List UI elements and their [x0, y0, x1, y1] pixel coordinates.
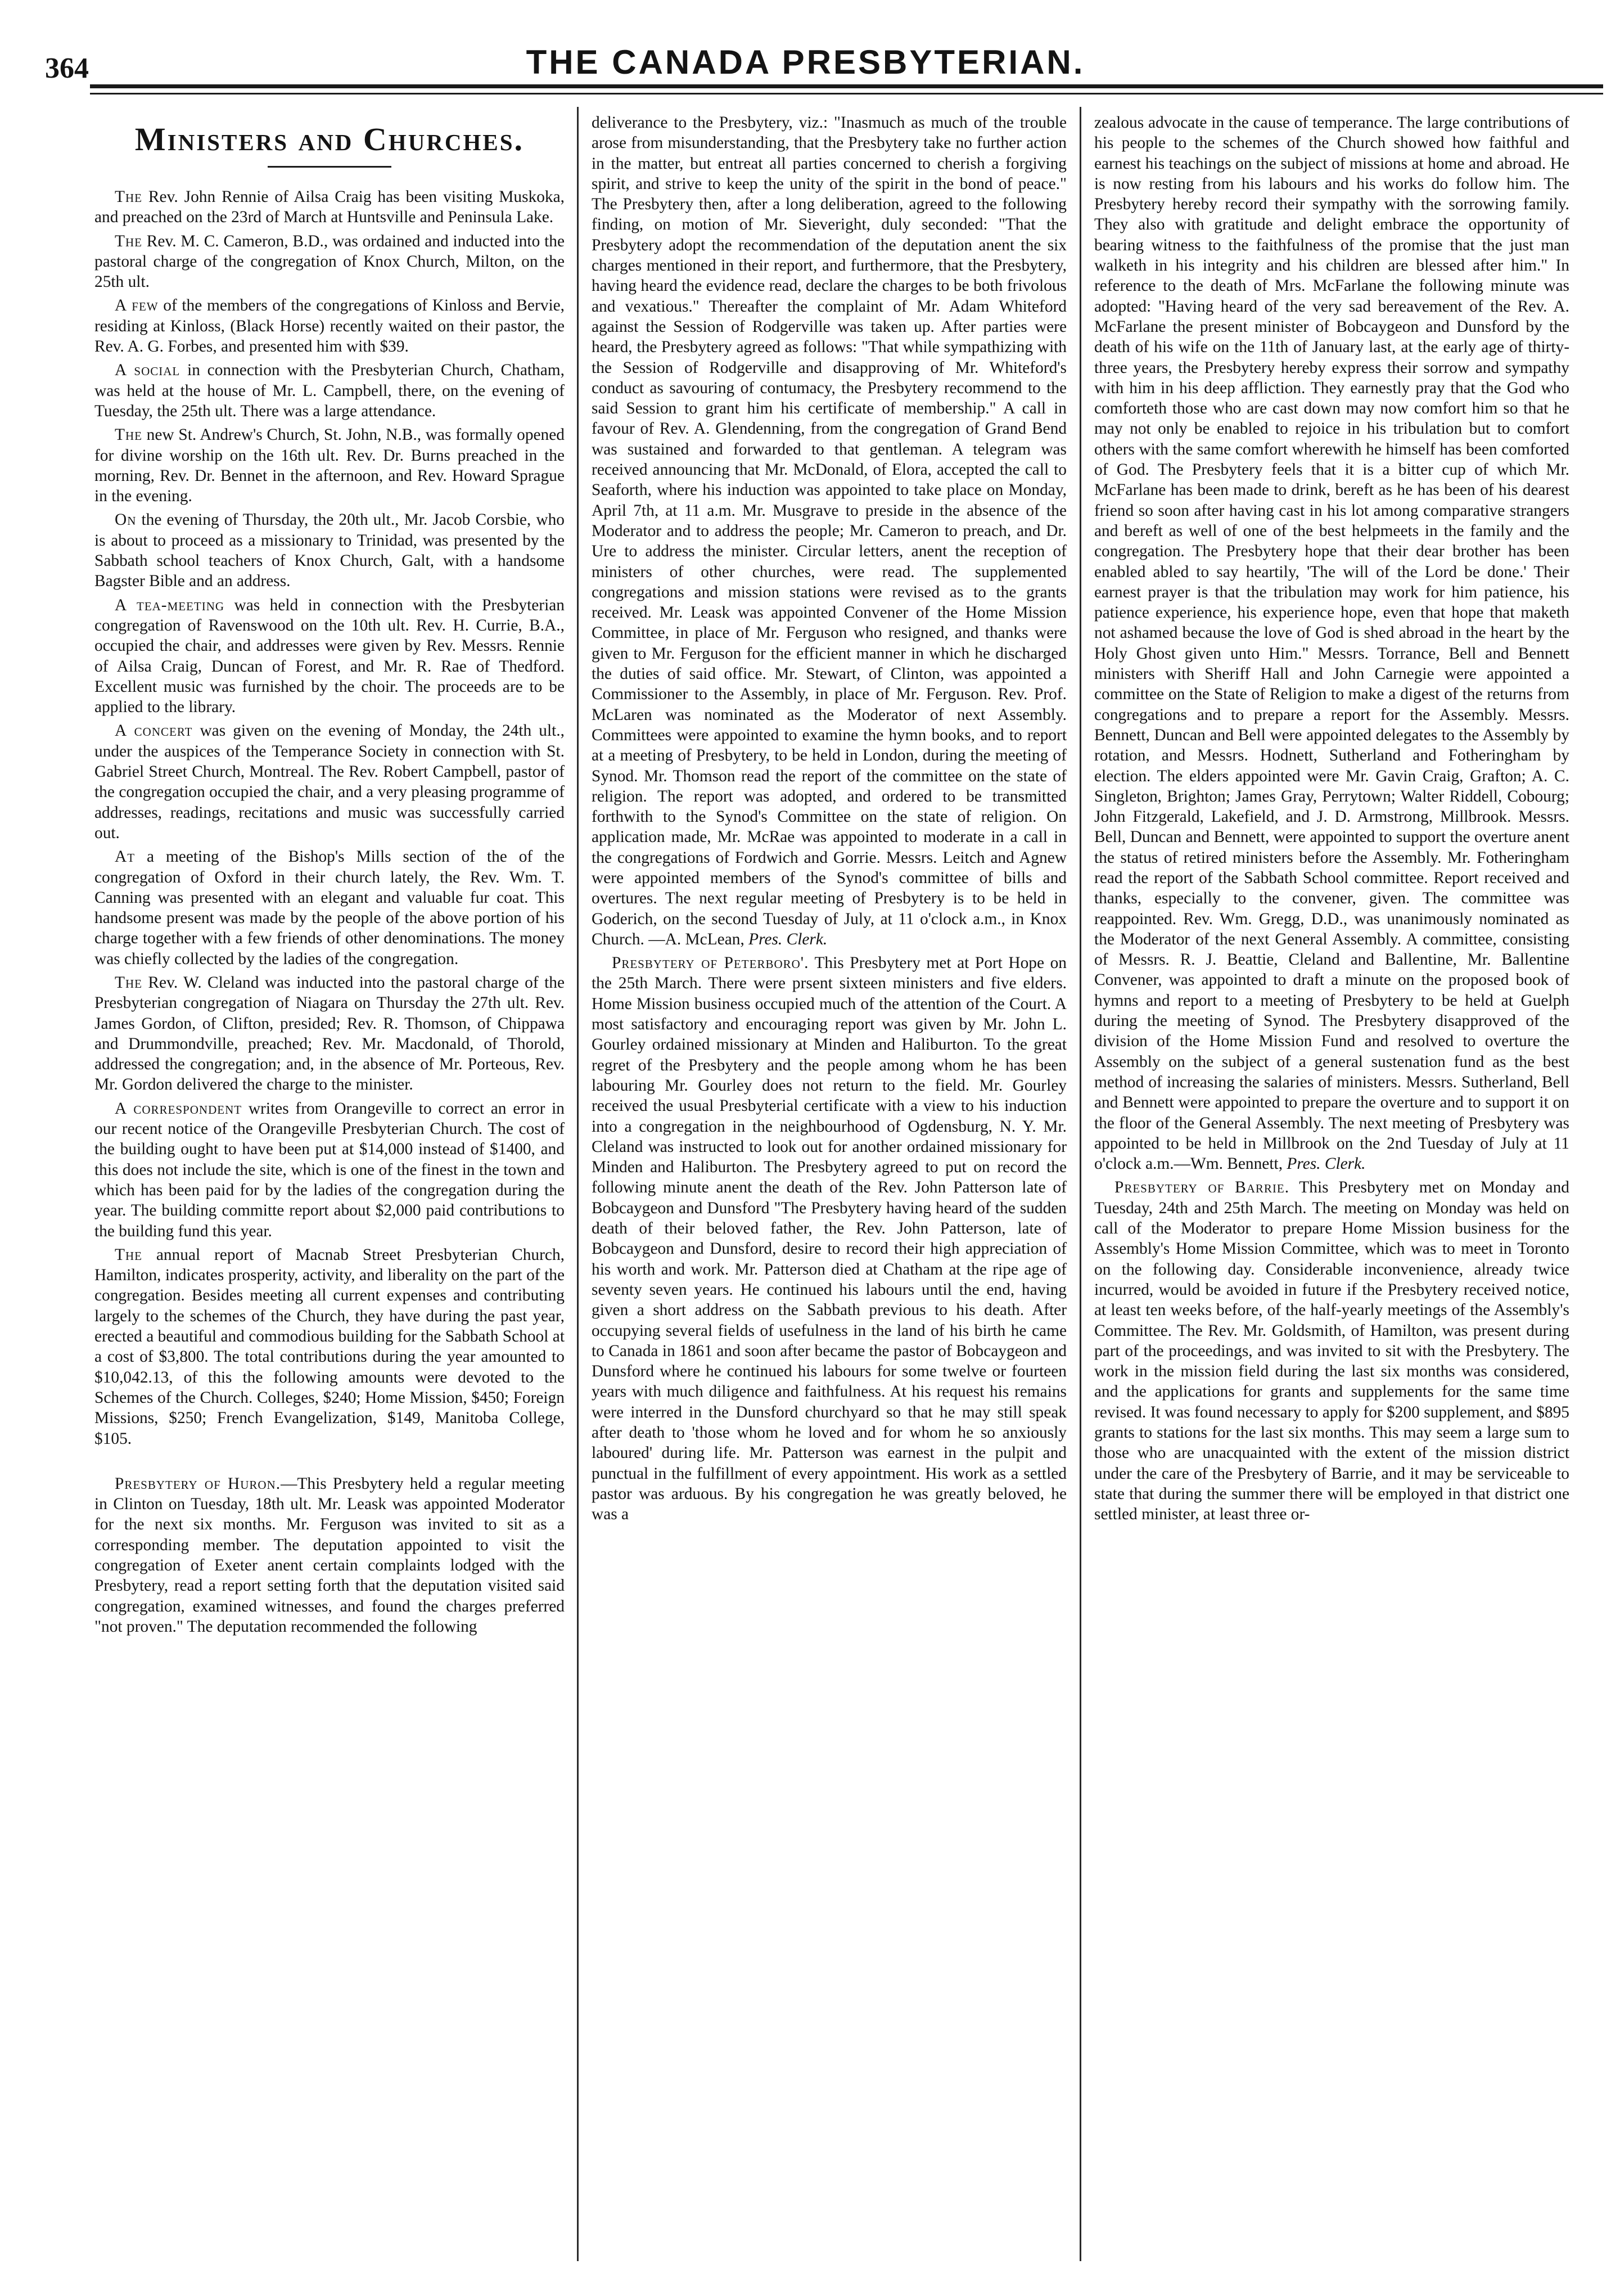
article-paragraph [94, 295, 565, 357]
article-paragraph [94, 1474, 565, 1637]
column-2 [592, 112, 1067, 2267]
paragraph-text: Rev. John Rennie of Ailsa Craig has been visiting Muskoka, and preached on the 23rd of March at Huntsville and Peninsula Lake. [94, 188, 565, 227]
article-paragraph [94, 721, 565, 843]
article-paragraph [1094, 112, 1569, 1174]
paragraph-text: deliverance to the Presbytery, viz.: "Inasmuch as much of the trouble arose from misunderstanding, that the Presbytery take no further action in the matter, but entreat all parties concerned to cherish a forgiving spirit, and strive to keep the unity of the spirit in the bond of peace." The Presbytery then, after a long deliberation, agreed to the following finding, on motion of Mr. Sieveright, duly seconded: "That the Presbytery adopt the recommendation of the deputation anent the six charges mentioned in their report, and furthermore, that the Presbytery, having heard the evidence read, declare the charges to be both frivolous and vexatious." Thereafter the complaint of Mr. Adam Whiteford against the Session of Rodgerville was taken up. After parties were heard, the Presbytery agreed as follows: "That while sympathizing with the Session of Rodgerville and disapproving of Mr. Whiteford's conduct as savouring of contumacy, the Presbytery recommend to the said Session to grant him his certificate of membership." A call in favour of Rev. A. Glendenning, from the congregation of Grand Bend was sustained and forwarded to that gentleman. A telegram was received announcing that Mr. McDonald, of Elora, accepted the call to Seaforth, where his induction was appointed to take place on Monday, April 7th, at 11 a.m. Mr. Musgrave to preside in the absence of the Moderator and to address the people; Mr. Cameron to preach, and Dr. Ure to address the minister. Circular letters, anent the reception of ministers of other churches, were read. The supplemented congregations and mission stations were revised as to the grants received. Mr. Leask was appointed Convener of the Home Mission Committee, in place of Mr. Ferguson who resigned, and thanks were given to Mr. Ferguson for the efficient manner in which he discharged the duties of said office. Mr. Stewart, of Clinton, was appointed a Commissioner to the Assembly, in place of Mr. Ferguson. Rev. Prof. McLaren was nominated as the Moderator of next Assembly. Committees were appointed to examine the hymn books, and to report at a meeting of Presbytery, to be held in London, during the meeting of Synod. Mr. Thomson read the report of the committee on the state of religion. The report was adopted, and ordered to be transmitted forthwith to the Synod's Committee on the state of religion. On application made, Mr. McRae was appointed to moderate in a call in the congregations of Fordwich and Gorrie. Messrs. Leitch and Agnew were appointed members of the Synod's committee of bills and overtures. The next regular meeting of Presbytery is to be held in Goderich, on the second Tuesday of July, at 11 o'clock a.m., in Knox Church. —A. McLean, [592, 114, 1067, 948]
section-heading [94, 120, 565, 168]
journal-title: THE CANADA PRESBYTERIAN. [526, 43, 1085, 81]
paragraph-lead: The [115, 1245, 142, 1264]
column-divider [1080, 107, 1081, 2261]
paragraph-text: This Presbytery met on Monday and Tuesday, 24th and 25th March. The meeting on Monday was held on call of the Moderator to prepare Home Mission business for the Assembly's Home Mission Committee, which was to meet in Toronto on the following day. Considerable inconvenience, already twice incurred, would be avoided in future if the Presbytery received notice, at least ten weeks before, of the half-yearly meetings of the Assembly's Committee. The Rev. Mr. Goldsmith, of Hamilton, was present during part of the proceedings, and was invited to sit with the Presbytery. The work in the mission field during the last six months was considered, and the applications for grants and supplements for the same time revised. It was found necessary to apply for $200 supplement, and $895 grants to stations for the last six months. This may seem a large sum to those who are unacquainted with the extent of the mission district under the care of the Presbytery of Barrie, and it may be serviceable to state that during the summer there will be employed in that district one settled minister, at least three or- [1094, 1178, 1569, 1524]
column-1 [94, 112, 565, 2267]
column-divider [577, 107, 579, 2261]
article-paragraph [94, 595, 565, 718]
paragraph-lead: On [115, 511, 137, 529]
column-3-body [1094, 112, 1569, 1524]
paragraph-text: writes from Orangeville to correct an error in our recent notice of the Orangeville Presbyterian Church. The cost of the building ought to have been put at $14,000 instead of $1400, and this does not include the site, which is one of the finest in the town and which has been paid for by the ladies of the congregation during the year. The building committe report about $2,000 paid contributions to the building fund this year. [94, 1099, 565, 1240]
column-3 [1094, 112, 1569, 2267]
page-number: 364 [45, 52, 89, 84]
paragraph-text: annual report of Macnab Street Presbyterian Church, Hamilton, indicates prosperity, activity, and liberality on the part of the congregation. Besides meeting all current expenses and contributing largely to the schemes of the Church, they have during the past year, erected a beautiful and commodious building for the Sabbath School at a cost of $3,800. The total contributions during the year amounted to $10,042.13, of this the following amounts were devoted to the Schemes of the Church. Colleges, $240; Home Mission, $450; Foreign Missions, $250; French Evangelization, $149, Manitoba College, $105. [94, 1245, 565, 1448]
article-paragraph [94, 847, 565, 969]
paragraph-lead: Presbytery of Barrie. [1114, 1178, 1290, 1197]
article-paragraph [94, 360, 565, 421]
paragraph-lead: A correspondent [115, 1099, 242, 1118]
article-paragraph [592, 112, 1067, 949]
paragraph-text: —This Presbytery held a regular meeting in Clinton on Tuesday, 18th ult. Mr. Leask was appointed Moderator for the next six months. Mr. Ferguson was invited to sit as a corresponding member. The deputation appointed to visit the congregation of Exeter anent certain complaints lodged with the Presbytery, read a report setting forth that the deputation visited said congregation, examined witnesses, and found the charges preferred "not proven." The deputation recommended the following [94, 1474, 565, 1636]
paragraph-text: This Presbytery met at Port Hope on the 25th March. There were prsent sixteen ministers and five elders. Home Mission business occupied much of the attention of the Court. A most satisfactory and encouraging report was given by Mr. John L. Gourley ordained missionary at Minden and Haliburton. To the great regret of the Presbytery and the people among whom he has been labouring Mr. Gourley does not return to the field. Mr. Gourley received the usual Presbyterial certificate with a view to his induction into a congregation in the neighbourhood of Ogdensburg, N. Y. Mr. Cleland was instructed to look out for another ordained missionary for Minden and Haliburton. The Presbytery agreed to put on record the following minute anent the death of the Rev. John Patterson late of Bobcaygeon and Dunsford "The Presbytery having heard of the sudden death of their beloved father, the Rev. John Patterson, late of Bobcaygeon and Dunsford, desire to record their high appreciation of his worth and work. Mr. Patterson died at Chatham at the ripe age of seventy seven years. He continued his labours until the end, having given a short address on the Sabbath previous to his death. After occupying several fields of usefulness in the land of his birth he came to Canada in 1861 and soon after became the pastor of Bobcaygeon and Dunsford where he continued his labours for some twelve or fourteen years with much diligence and faithfulness. At his request his remains were interred in the Dunsford churchyard so that he may still speak after death to 'those whom he loved and for whom he so anxiously laboured' during life. Mr. Patterson was earnest in the pulpit and punctual in the fulfillment of every appointment. His work as a settled pastor was arduous. By his congregation he was greatly beloved, he was a [592, 954, 1067, 1524]
article-paragraph [94, 231, 565, 292]
article-paragraph [94, 510, 565, 591]
paragraph-text: in connection with the Presbyterian Church, Chatham, was held at the house of Mr. L. Campbell, there, on the evening of Tuesday, the 25th ult. There was a large attendance. [94, 361, 565, 420]
paragraph-lead: The [115, 188, 142, 206]
article-paragraph [94, 1099, 565, 1241]
paragraph-text: of the members of the congregations of Kinloss and Bervie, residing at Kinloss, (Black Horse) recently waited on their pastor, the Rev. A. G. Forbes, and presented him with $39. [94, 296, 565, 356]
article-paragraph [1094, 1177, 1569, 1524]
article-paragraph [94, 425, 565, 506]
paragraph-lead: The [115, 973, 142, 992]
signature-title: Pres. Clerk. [1287, 1155, 1366, 1173]
paragraph-text: new St. Andrew's Church, St. John, N.B., was formally opened for divine worship on the 16th ult. Rev. Dr. Burns preached in the morning, Rev. Dr. Bennet in the afternoon, and Rev. Howard Sprague in the evening. [94, 426, 565, 506]
paragraph-lead: A few [115, 296, 159, 315]
column-2-body [592, 112, 1067, 1524]
column-1-body [94, 187, 565, 1637]
article-paragraph [94, 1245, 565, 1449]
header-rule-thick [90, 84, 1603, 88]
article-paragraph [94, 973, 565, 1095]
paragraph-text: Rev. M. C. Cameron, B.D., was ordained and inducted into the pastoral charge of the congregation of Knox Church, Milton, on the 25th ult. [94, 232, 565, 291]
signature-title: Pres. Clerk. [748, 930, 828, 948]
section-gap [94, 1452, 565, 1474]
paragraph-text: Rev. W. Cleland was inducted into the pastoral charge of the Presbyterian congregation of Niagara on Thursday the 27th ult. Rev. James Gordon, of Clifton, presided; Rev. R. Thomson, of Chippawa and Drummondville, preached; Rev. Mr. Macdonald, of Thorold, addressed the congregation; and, in the absence of Mr. Porteous, Rev. Mr. Gordon delivered the charge to the minister. [94, 973, 565, 1094]
paragraph-text: was given on the evening of Monday, the 24th ult., under the auspices of the Temperance Society in connection with St. Gabriel Street Church, Montreal. The Rev. Robert Campbell, pastor of the congregation occupied the chair, and a very pleasing programme of addresses, readings, recitations and music was successfully carried out. [94, 722, 565, 842]
section-heading-rule [268, 166, 391, 168]
article-paragraph [592, 953, 1067, 1524]
header-rule-thin [90, 93, 1603, 94]
paragraph-lead: A concert [115, 722, 193, 740]
paragraph-lead: At [115, 848, 136, 866]
paragraph-text: zealous advocate in the cause of temperance. The large contributions of his people to the schemes of the Church showed how faithful and earnest his teachings on the subject of missions at home and abroad. He is now resting from his labours and his works do follow him. The Presbytery hereby record their sympathy with the sorrowing family. They also with gratitude and delight embrace the opportunity of bearing witness to the faithfulness of the promise that the just man walketh in his integrity and his children are blessed after him." In reference to the death of Mrs. McFarlane the following minute was adopted: "Having heard of the very sad bereavement of the Rev. A. McFarlane the present minister of Bobcaygeon and Dunsford by the death of his wife on the 11th of January last, at the early age of thirty-three years, the Presbytery hereby express their sorrow and sympathy with him in his deep affliction. They earnestly pray that the God who comforteth those who are cast down may now comfort him so that he may not only be enabled to rejoice in his tribulation but to comfort others with the same comfort wherewith he himself has been comforted of God. The Presbytery feels that it is a bitter cup of which Mr. McFarlane has been made to drink, bereft as he has been of his dearest friend so soon after having cast in his lot among comparative strangers and bereft as well of one of the best helpmeets in the family and the congregation. The Presbytery hope that their dear brother has been enabled abled to say heartily, 'The will of the Lord be done.' Their earnest prayer is that the tribulation may work for him patience, his patience experience, his experience hope, even that hope that maketh not ashamed because the love of God is shed abroad in the heart by the Holy Ghost given unto Him." Messrs. Torrance, Bell and Bennett ministers with Sheriff Hall and John Carnegie were appointed a committee on the State of Religion to make a digest of the returns from congregations and to prepare a report for the Assembly. Messrs. Bennett, Duncan and Bell were appointed delegates to the Assembly by rotation, and Messrs. Hodnett, Sutherland and Fotheringham by election. The elders appointed were Mr. Gavin Craig, Grafton; A. C. Singleton, Brighton; James Gray, Perrytown; Walter Riddell, Cobourg; John Fitzgerald, Lakefield, and J. D. Armstrong, Millbrook. Messrs. Bell, Duncan and Bennett, were appointed to support the overture anent the status of retired ministers before the Assembly. Mr. Fotheringham read the report of the Sabbath School committee. Report received and thanks, especially to the convener, given. The committee was reappointed. Rev. Wm. Gregg, D.D., was unanimously nominated as the Moderator of the next General Assembly. A committee, consisting of Messrs. R. J. Beattie, Cleland and Ballentine, Mr. Ballentine Convener, was appointed to draft a minute on the proposed book of hymns and report to a meeting of Presbytery to be held at Guelph during the meeting of Synod. The Presbytery disapproved of the division of the Home Mission Fund and resolved to overture the Assembly on the subject of a general sustenation fund as the best method of increasing the salaries of ministers. Messrs. Sutherland, Bell and Bennett were appointed to prepare the overture and to support it on the floor of the General Assembly. The next meeting of Presbytery was appointed to be held in Millbrook on the 2nd Tuesday of July at 11 o'clock a.m.—Wm. Bennett, [1094, 114, 1569, 1173]
paragraph-text: a meeting of the Bishop's Mills section of the of the congregation of Oxford in their church lately, the Rev. Wm. T. Canning was presented with an elegant and valuable fur coat. This handsome present was made by the people of the above portion of his charge together with a few friends of other denominations. The money was chiefly collected by the ladies of the congregation. [94, 848, 565, 968]
paragraph-text: was held in connection with the Presbyterian congregation of Ravenswood on the 10th ult. Rev. H. Currie, B.A., occupied the chair, and addresses were given by Rev. Messrs. Rennie of Ailsa Craig, Duncan of Forest, and Mr. R. Rae of Thedford. Excellent music was furnished by the choir. The proceeds are to be applied to the library. [94, 596, 565, 717]
section-heading-text: Ministers and Churches. [134, 121, 525, 157]
paragraph-lead: Presbytery of Huron. [115, 1474, 281, 1493]
paragraph-lead: Presbytery of Peterboro'. [612, 954, 809, 973]
article-paragraph [94, 187, 565, 228]
paragraph-lead: A social [115, 361, 180, 380]
paragraph-lead: The [115, 232, 142, 250]
paragraph-text: the evening of Thursday, the 20th ult., Mr. Jacob Corsbie, who is about to proceed as a missionary to Trinidad, was presented by the Sabbath school teachers of Knox Church, Galt, with a handsome Bagster Bible and an address. [94, 511, 565, 591]
paragraph-lead: The [115, 426, 142, 444]
paragraph-lead: A tea-meeting [115, 596, 225, 614]
